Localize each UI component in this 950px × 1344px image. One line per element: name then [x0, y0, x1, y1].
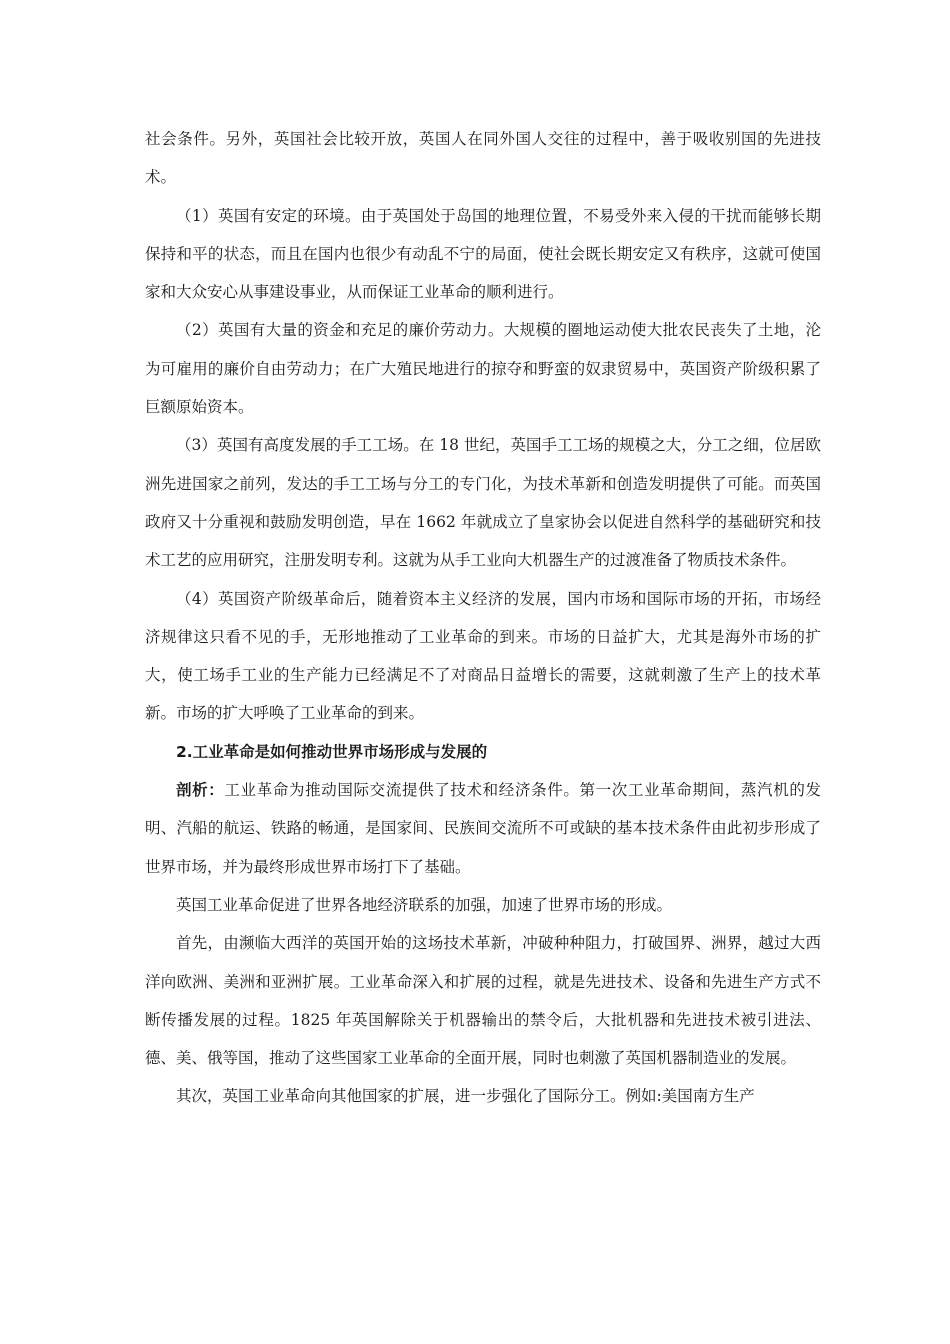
analysis-label: 剖析： [176, 781, 225, 800]
paragraph-analysis [145, 771, 821, 886]
paragraph-continued: 社会条件。另外，英国社会比较开放，英国人在同外国人交往的过程中，善于吸收别国的先进技术。 [145, 130, 821, 187]
paragraph-first: 首先，由濒临大西洋的英国开始的这场技术革新，冲破种种阻力，打破国界、洲界，越过大西洋向欧洲、美洲和亚洲扩展。工业革命深入和扩展的过程，就是先进技术、设备和先进生产方式不断传播发展的过程。1825 年英国解除关于机器输出的禁令后，大批机器和先进技术被引进法、德、美、俄等国，推动了这些国家工业革命的全面开展，同时也刺激了英国机器制造业的发展。 [145, 934, 821, 1068]
section-heading: 2.工业革命是如何推动世界市场形成与发展的 [176, 742, 488, 761]
paragraph-point-3: （3）英国有高度发展的手工工场。在 18 世纪，英国手工工场的规模之大，分工之细，位居欧洲先进国家之前列，发达的手工工场与分工的专门化，为技术革新和创造发明提供了可能。而英国政府又十分重视和鼓励发明创造，早在 1662 年就成立了皇家协会以促进自然科学的基础研究和技术工艺的应用研究，注册发明专利。这就为从手工业向大机器生产的过渡准备了物质技术条件。 [145, 436, 821, 570]
paragraph-second: 其次，英国工业革命向其他国家的扩展，进一步强化了国际分工。例如:美国南方生产 [176, 1087, 755, 1106]
paragraph-point-4: （4）英国资产阶级革命后，随着资本主义经济的发展，国内市场和国际市场的开拓，市场经济规律这只看不见的手，无形地推动了工业革命的到来。市场的日益扩大，尤其是海外市场的扩大，使工场手工业的生产能力已经满足不了对商品日益增长的需要，这就刺激了生产上的技术革新。市场的扩大呼唤了工业革命的到来。 [145, 589, 821, 723]
paragraph-point-1: （1）英国有安定的环境。由于英国处于岛国的地理位置，不易受外来入侵的干扰而能够长期保持和平的状态，而且在国内也很少有动乱不宁的局面，使社会既长期安定又有秩序，这就可使国家和大众安心从事建设事业，从而保证工业革命的顺利进行。 [145, 206, 821, 302]
document-page [145, 120, 821, 1116]
analysis-text: 工业革命为推动国际交流提供了技术和经济条件。第一次工业革命期间，蒸汽机的发明、汽船的航运、铁路的畅通，是国家间、民族间交流所不可或缺的基本技术条件由此初步形成了世界市场，并为最终形成世界市场打下了基础。 [145, 781, 821, 876]
paragraph-summary: 英国工业革命促进了世界各地经济联系的加强，加速了世界市场的形成。 [176, 895, 673, 914]
paragraph-point-2: （2）英国有大量的资金和充足的廉价劳动力。大规模的圈地运动使大批农民丧失了土地，沦为可雇用的廉价自由劳动力；在广大殖民地进行的掠夺和野蛮的奴隶贸易中，英国资产阶级积累了巨额原始资本。 [145, 321, 821, 417]
